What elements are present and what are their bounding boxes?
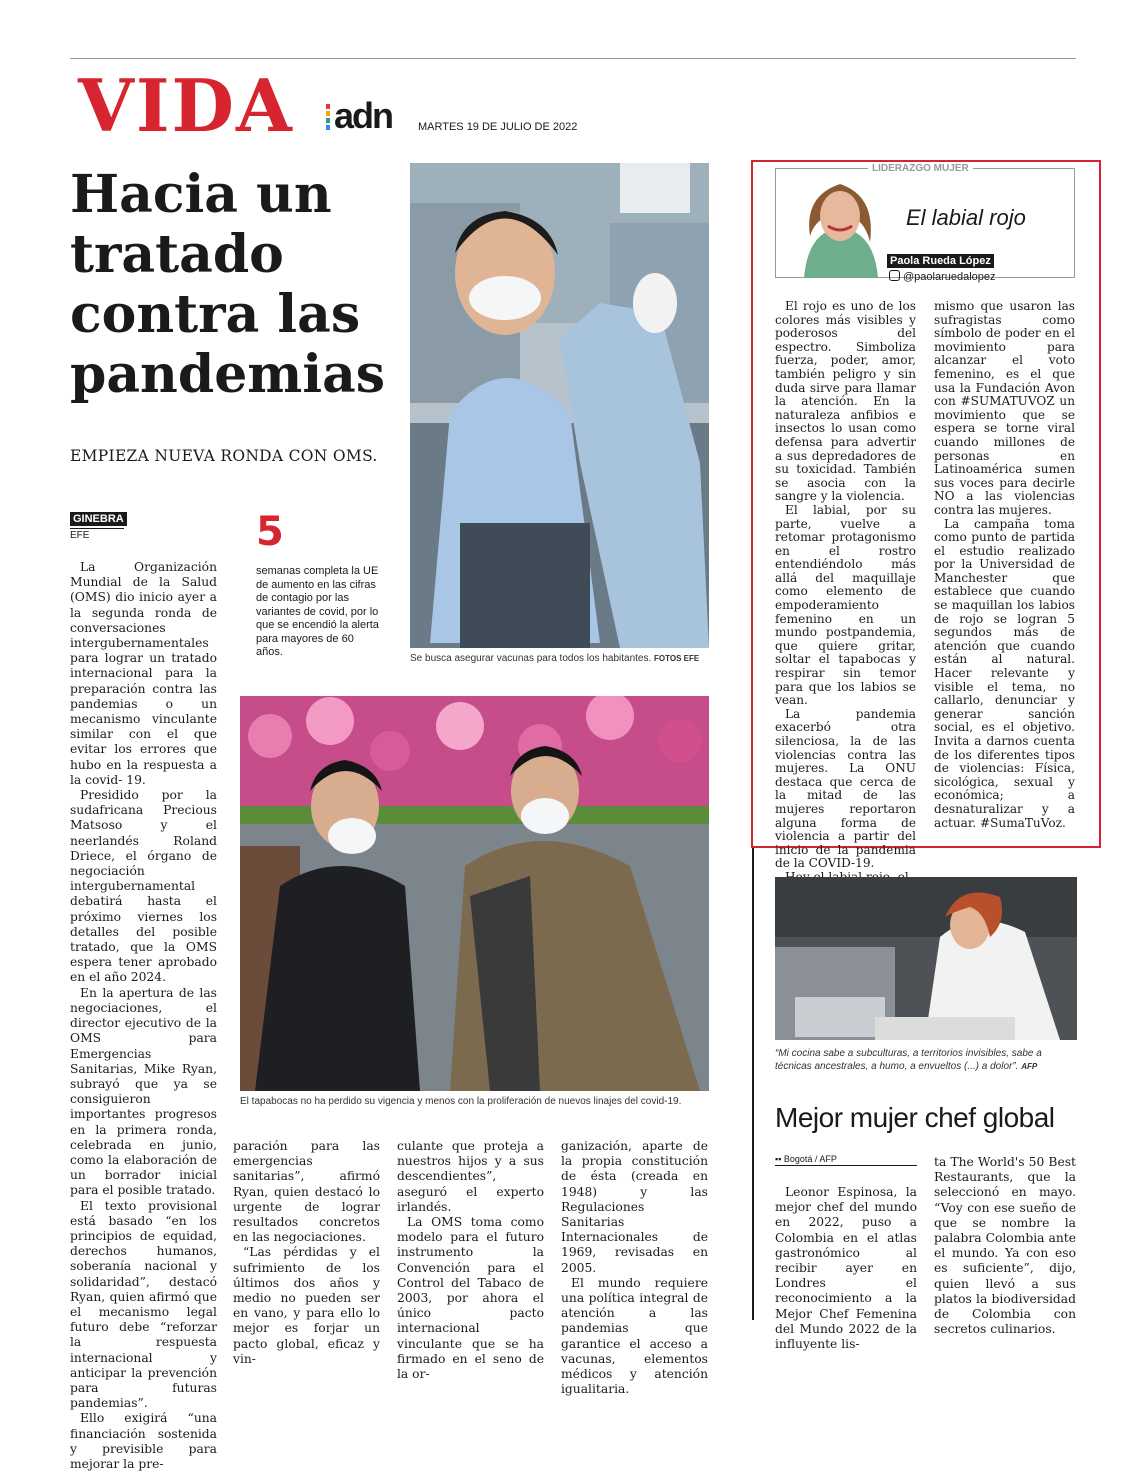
- top-rule: [70, 58, 1076, 59]
- article-column-2: [233, 1139, 380, 1367]
- opinion-handle: @paolaruedalopez: [903, 271, 996, 283]
- opinion-column-2: [934, 300, 1075, 830]
- paragraph: El labial, por su parte, vuelve a retomar protagonismo en el rostro entendiéndolo más allá del maquillaje como elemento de empoderamiento femenino en un mundo postpandemia, que quiere gritar, soltar el tapabocas y respirar sin temor para que los labios se vean.: [775, 502, 916, 708]
- paragraph: El texto provisional está basado “en los principios de equidad, derechos humanos, soberanía nacional y solidaridad”, destacó Ryan, quien afirmó que el mecanismo legal futuro debe “reforzar la respuesta internacional y anticipar la prevención para futuras pandemias”.: [70, 1198, 217, 1411]
- paragraph: La campaña toma como punto de partida el estudio realizado por la Universidad de Manchester que establece que cuando se maquillan los labios de rojo se logran 5 segundos más de atención que cuando están al natural. Hacer relevante y visible el tema, no callarlo, denunciar y generar sanción social, es el objetivo. Invita a darnos cuenta de los diferentes tipos de violencias: Física, sicológica, sexual y económica; a desnaturalizar y a actuar. #SumaTuVoz.: [934, 516, 1075, 830]
- paragraph: En la apertura de las negociaciones, el director ejecutivo de la OMS para Emergencias Sanitarias, Mike Ryan, subrayó que ya se consiguieron importantes progresos en la primera ronda, celebrada en junio, como la elaboración de un borrador inicial para el posible tratado.: [70, 985, 217, 1198]
- issue-date: MARTES 19 DE JULIO DE 2022: [418, 121, 578, 133]
- chef-credit: AFP: [1021, 1062, 1038, 1071]
- paragraph: “Las pérdidas y el sufrimiento de los últimos dos años y medio no pueden ser en vano, y para ello lo mejor es forjar un pacto global, eficaz y vin-: [233, 1245, 380, 1366]
- paragraph: El rojo es uno de los colores más visibles y poderosos del espectro. Simboliza fuerza, poder, amor, también peligro y sin duda sirve para llamar la atención. En la naturaleza anfibios e insectos lo usan como defensa para advertir a sus depredadores de su toxicidad. También se asocia con la sangre y la violencia.: [775, 299, 916, 504]
- article-column-4: [561, 1139, 708, 1397]
- author-photo: [794, 176, 886, 278]
- vaccination-photo: [410, 163, 709, 648]
- brand-color-bars: [326, 104, 330, 130]
- photo2-caption: El tapabocas no ha perdido su vigencia y menos con la proliferación de nuevos linajes del covid-19.: [240, 1096, 682, 1107]
- paragraph: Ello exigirá “una financiación sostenida y previsible para mejorar la pre-: [70, 1411, 217, 1471]
- chef-column-1: [775, 1185, 917, 1352]
- paragraph: La Organización Mundial de la Salud (OMS) dio inicio ayer a la segunda ronda de conversaciones intergubernamentales para lograr un tratado internacional para la preparación contra las pandemias o un mecanismo vinculante similar con el que evitar los errores que hubo en la respuesta a la covid- 19.: [70, 560, 217, 787]
- opinion-column-1: [775, 300, 916, 885]
- chef-caption-wrap: [775, 1047, 1077, 1073]
- author-photo-art: [794, 176, 886, 278]
- paragraph: La pandemia exacerbó otra silenciosa, la de las violencias contra las mujeres. La ONU destaca que cerca de la mitad de las mujeres reportaron alguna forma de violencia a partir del inicio de la pandemia de la COVID-19.: [775, 706, 916, 871]
- chef-caption: “Mi cocina sabe a subculturas, a territorios invisibles, sabe a técnicas ancestrales, a humo, a envueltos (...) a dolor”.: [775, 1048, 1042, 1072]
- article-column-1: [70, 560, 217, 1472]
- photo1-caption-wrap: [410, 653, 699, 664]
- masks-photo: [240, 696, 709, 1091]
- paragraph: El mundo requiere una política integral de atención a las pandemias que garantice el acceso a vacunas, elementos médicos y atención igualitaria.: [561, 1275, 708, 1397]
- opinion-kicker: LIDERAZGO MUJER: [868, 163, 973, 174]
- paragraph: ganización, aparte de la propia constitución de ésta (creada en 1948) y las Regulaciones Sanitarias Internacionales de 1969, revisadas en 2005.: [561, 1139, 708, 1275]
- dateline-location: GINEBRA: [70, 512, 127, 526]
- masks-photo-art: [240, 696, 709, 1091]
- photo1-caption: Se busca asegurar vacunas para todos los habitantes.: [410, 653, 652, 664]
- chef-photo-art: [775, 877, 1077, 1040]
- paragraph: Leonor Espinosa, la mejor chef del mundo en 2022, puso a Colombia en el atlas gastronómico al recibir ayer en Londres el reconocimiento a la Mejor Chef Femenina del Mundo 2022 de la influyente lis-: [775, 1185, 917, 1352]
- chef-column-2: [934, 1155, 1076, 1337]
- photo1-credit: FOTOS EFE: [654, 654, 700, 663]
- opinion-title: El labial rojo: [906, 205, 1026, 230]
- stat-number: 5: [256, 509, 284, 555]
- chef-dateline-text: Bogotá / AFP: [783, 1154, 837, 1164]
- main-headline: Hacia un tratado contra las pandemias: [70, 164, 386, 405]
- instagram-icon: [889, 270, 900, 281]
- section-title: VIDA: [78, 63, 294, 148]
- paragraph: ta The World's 50 Best Restaurants, que la seleccionó en mayo. “Voy con ese sueño de que se nombre la palabra Colombia ante el mundo. Ya con eso es suficiente”, dijo, quien llevó a sus platos la biodiversidad de Colombia con secretos culinarios.: [934, 1155, 1076, 1337]
- main-subtitle: EMPIEZA NUEVA RONDA CON OMS.: [70, 447, 378, 465]
- article-column-3: [397, 1139, 544, 1382]
- paragraph: Presidido por la sudafricana Precious Matsoso y el neerlandés Roland Driece, el órgano de negociación intergubernamental debatirá hasta el próximo viernes los detalles del posible tratado, que la OMS espera tener aprobado en el año 2024.: [70, 788, 217, 985]
- chef-headline: Mejor mujer chef global: [775, 1102, 1055, 1133]
- brand-logo: adn: [334, 95, 393, 136]
- chef-photo: [775, 877, 1077, 1040]
- column-divider: [752, 848, 754, 1320]
- paragraph: paración para las emergencias sanitarias”, afirmó Ryan, quien destacó lo urgente de lograr resultados concretos en las negociaciones.: [233, 1139, 380, 1245]
- paragraph: La OMS toma como modelo para el futuro instrumento la Convención para el Control del Tabaco de 2003, por ahora el único pacto internacional vinculante que se ha firmado en el seno de la or-: [397, 1215, 544, 1382]
- paragraph: mismo que usaron las sufragistas como símbolo de poder en el movimiento para alcanzar el voto femenino, es el que usa la Fundación Avon con #SUMATUVOZ un movimiento que se espera se torne viral cuando millones de personas en Latinoamérica sumen sus voces para decirle NO a las violencias contra las mujeres.: [934, 299, 1075, 517]
- opinion-handle-wrap: [889, 270, 996, 283]
- chef-dateline: ▪▪ Bogotá / AFP: [775, 1154, 917, 1166]
- dateline-agency: EFE: [70, 528, 124, 541]
- stat-text: semanas completa la UE de aumento en las cifras de contagio por las variantes de covid, por lo que se encendió la alerta para mayores de 60 años.: [256, 565, 379, 658]
- paragraph: culante que proteja a nuestros hijos y a sus descendientes”, aseguró el experto irlandés.: [397, 1139, 544, 1214]
- opinion-author: Paola Rueda López: [887, 254, 994, 268]
- vaccination-photo-art: [410, 163, 709, 648]
